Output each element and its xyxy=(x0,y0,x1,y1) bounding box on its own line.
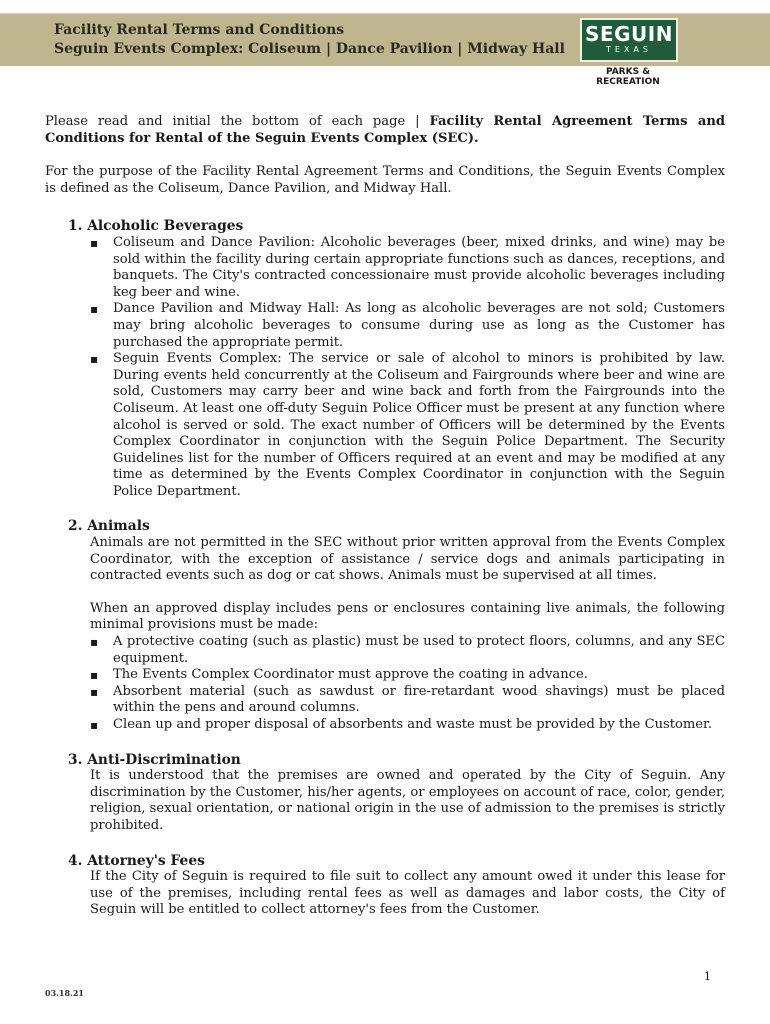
section-heading: 4. Attorney's Fees xyxy=(68,852,205,869)
list-item: ▪ Coliseum and Dance Pavilion: Alcoholic beverages (beer, mixed drinks, and wine) may be sold within the facility during certain appropriate functions such as dances, receptions, and banquets. The City's contracted concessionaire must provide alcoholic beverages including keg beer and wine. xyxy=(90,235,725,301)
list-item: ▪ Dance Pavilion and Midway Hall: As long as alcoholic beverages are not sold; Customers may bring alcoholic beverages to consume during use as long as the Customer has purchased the appropriate permit. xyxy=(90,301,725,351)
section-heading: 2. Animals xyxy=(68,518,150,535)
list-item: ▪ Seguin Events Complex: The service or sale of alcohol to minors is prohibited by law. During events held concurrently at the Coliseum and Fairgrounds where beer and wine are sold, Customers may carry beer and wine back and forth from the Fairgrounds into the Coliseum. At least one off-duty Seguin Police Officer must be present at any function where alcohol is served or sold. The exact number of Officers will be determined by the Events Complex Coordinator in conjunction with the Seguin Police Department. The Security Guidelines list for the number of Officers required at an event and may be modified at any time as determined by the Events Complex Coordinator in conjunction with the Seguin Police Department. xyxy=(90,351,725,500)
parks-line-2: RECREATION xyxy=(596,77,660,87)
list-item: ▪ Clean up and proper disposal of absorbents and waste must be provided by the Customer. xyxy=(90,717,725,734)
animals-body xyxy=(90,535,725,734)
animals-paragraph-2: When an approved display includes pens or enclosures containing live animals, the following minimal provisions must be made: xyxy=(90,600,725,633)
intro-bold-title: Facility Rental Agreement Terms and Conditions for Rental of the Seguin Events Complex (SEC). xyxy=(45,114,725,146)
logo-sub-text: TEXAS xyxy=(606,45,652,54)
section-alcoholic-beverages xyxy=(45,218,725,500)
title-line-2: Seguin Events Complex: Coliseum | Dance Pavilion | Midway Hall xyxy=(54,41,565,57)
section-heading: 3. Anti-Discrimination xyxy=(68,751,241,768)
intro-lead: Please read and initial the bottom of each page | xyxy=(45,114,430,129)
document-body xyxy=(45,114,725,919)
anti-discrimination-body xyxy=(90,768,725,834)
intro-purpose: For the purpose of the Facility Rental Agreement Terms and Conditions, the Seguin Events Complex is defined as the Coliseum, Dance Pavilion, and Midway Hall. xyxy=(45,164,725,196)
footer-date: 03.18.21 xyxy=(45,988,84,998)
parks-recreation-logo xyxy=(585,67,671,87)
animals-bullet-list xyxy=(90,634,725,734)
attorneys-fees-body xyxy=(90,869,725,919)
section-heading: 1. Alcoholic Beverages xyxy=(68,218,244,235)
section-attorneys-fees xyxy=(45,853,725,919)
alcohol-bullet-list xyxy=(90,235,725,501)
list-item: ▪ A protective coating (such as plastic) must be used to protect floors, columns, and any SEC equipment. xyxy=(90,634,725,667)
attorneys-fees-text: If the City of Seguin is required to file suit to collect any amount owed it under this lease for use of the premises, including rental fees as well as damages and labor costs, the City of Seguin will be entitled to collect attorney's fees from the Customer. xyxy=(90,869,725,918)
seguin-logo xyxy=(580,18,678,62)
anti-discrimination-text: It is understood that the premises are owned and operated by the City of Seguin. Any discrimination by the Customer, his/her agents, or employees on account of race, color, gender, religion, sexual orientation, or national origin in the use of admission to the premises is strictly prohibited. xyxy=(90,768,725,833)
list-item: ▪ Absorbent material (such as sawdust or fire-retardant wood shavings) must be placed within the pens and around columns. xyxy=(90,684,725,717)
intro-instruction xyxy=(45,114,725,147)
logo-main-text: SEGUIN xyxy=(585,22,673,46)
page-number: 1 xyxy=(704,970,711,983)
section-animals xyxy=(45,518,725,733)
title-line-1: Facility Rental Terms and Conditions xyxy=(54,22,345,38)
parks-line-1: PARKS & xyxy=(605,67,651,77)
list-item: ▪ The Events Complex Coordinator must approve the coating in advance. xyxy=(90,667,725,684)
animals-paragraph-1: Animals are not permitted in the SEC without prior written approval from the Events Complex Coordinator, with the exception of assistance / service dogs and animals participating in contracted events such as dog or cat shows. Animals must be supervised at all times. xyxy=(90,535,725,584)
section-anti-discrimination xyxy=(45,752,725,835)
document-title xyxy=(54,21,565,59)
